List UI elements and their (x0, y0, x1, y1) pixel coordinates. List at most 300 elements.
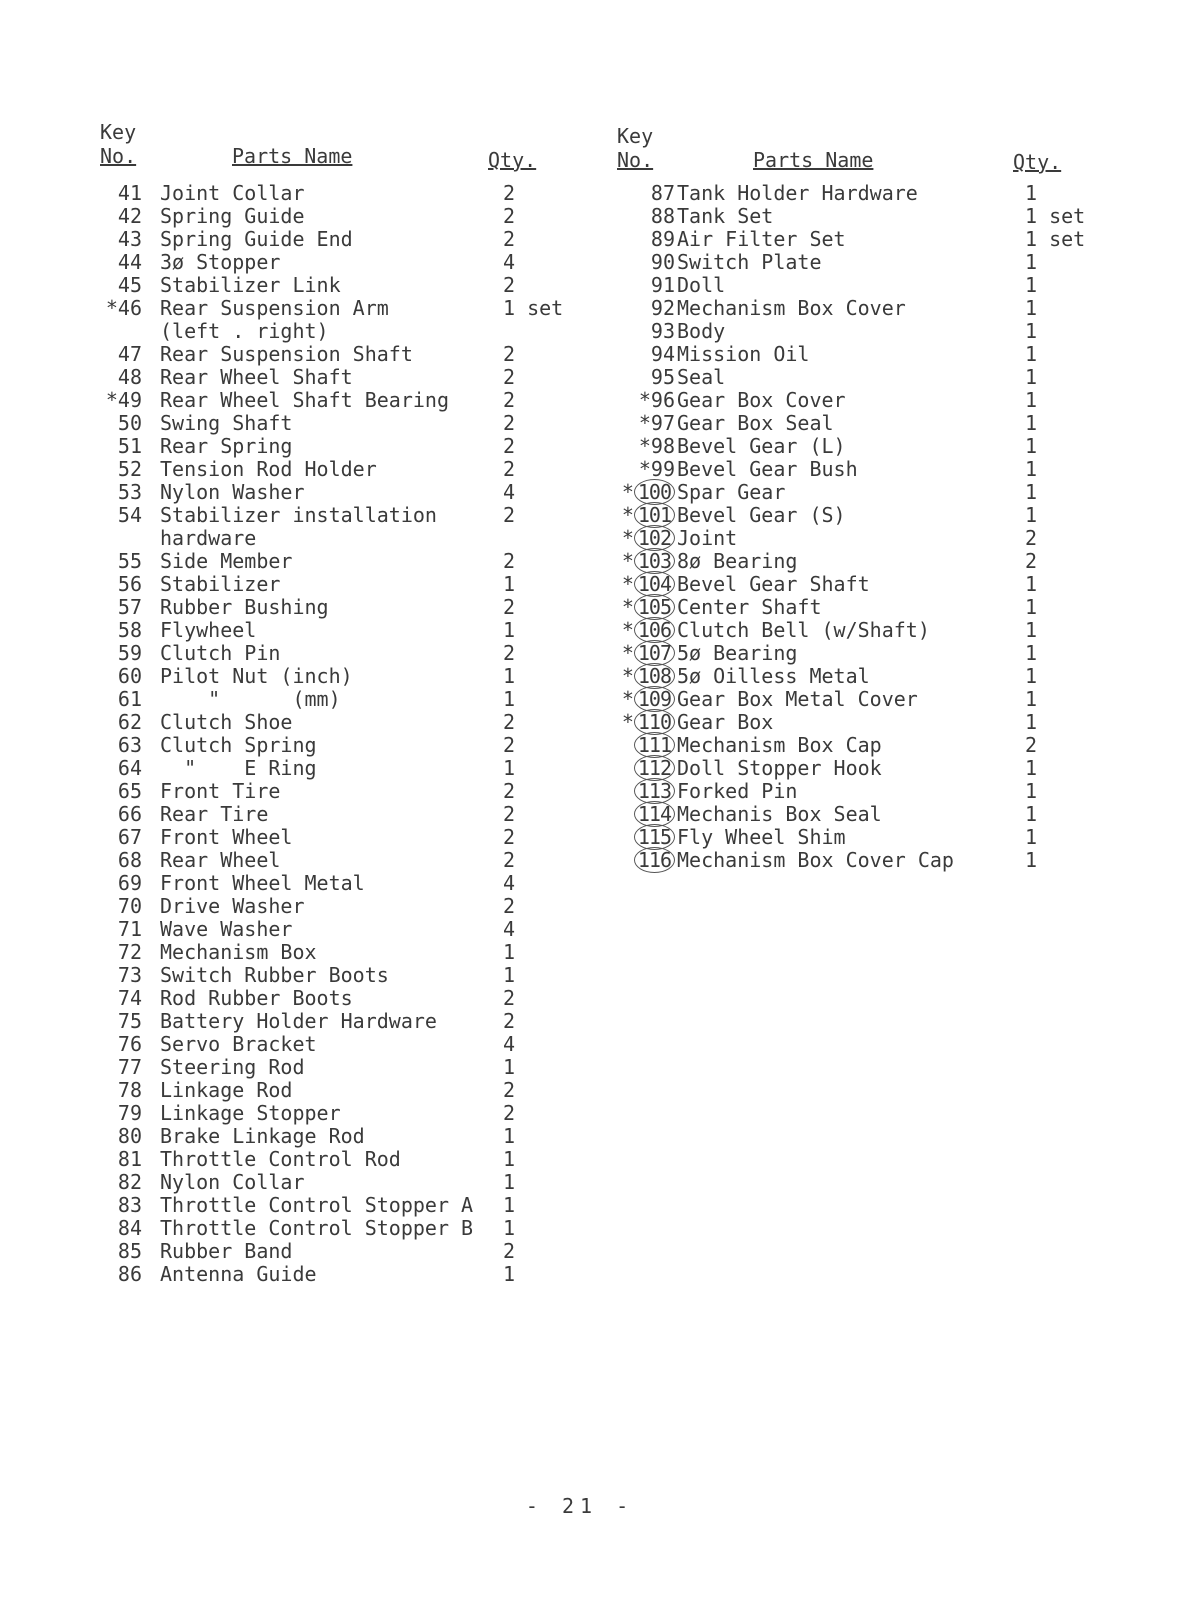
part-name: Brake Linkage Rod (160, 1124, 365, 1148)
part-row (80, 780, 600, 803)
part-row (605, 481, 1125, 504)
part-key-no: 90 (650, 250, 675, 274)
part-key-no: 95 (650, 365, 675, 389)
part-name: Tank Set (677, 204, 774, 228)
part-row (80, 1171, 600, 1194)
part-key-circled: 104 (634, 571, 675, 597)
part-name: Switch Plate (677, 250, 822, 274)
part-row (605, 251, 1125, 274)
part-qty: 1 (1025, 319, 1038, 343)
part-qty: 1 (503, 1055, 516, 1079)
part-key-no: 72 (117, 940, 142, 964)
part-name: Front Wheel (160, 825, 293, 849)
part-key-circled: 109 (634, 686, 675, 712)
part-name: Clutch Bell (w/Shaft) (677, 618, 930, 642)
part-row (605, 228, 1125, 251)
part-key-no (605, 780, 675, 803)
part-name: Rear Wheel Shaft Bearing (160, 388, 449, 412)
part-key-no: 41 (117, 181, 142, 205)
part-name: 3ø Stopper (160, 250, 281, 274)
part-row (80, 1010, 600, 1033)
part-row (605, 297, 1125, 320)
part-key-star: * (621, 572, 634, 596)
part-name: Mechanism Box Cover Cap (677, 848, 954, 872)
part-row (80, 1240, 600, 1263)
part-row (605, 711, 1125, 734)
part-key-circled: 105 (634, 594, 675, 620)
part-name: Bevel Gear (S) (677, 503, 846, 527)
part-name: Mission Oil (677, 342, 810, 366)
part-key-no: *96 (638, 388, 675, 412)
part-qty: 1 set (1025, 204, 1086, 228)
part-name: Rear Wheel (160, 848, 281, 872)
part-row (80, 1194, 600, 1217)
part-key-no: 65 (117, 779, 142, 803)
part-key-no: 57 (117, 595, 142, 619)
part-qty: 1 (1025, 664, 1038, 688)
part-key-circled: 114 (634, 801, 675, 827)
part-qty: 1 (1025, 802, 1038, 826)
part-name: hardware (160, 526, 257, 550)
part-name: (left . right) (160, 319, 329, 343)
part-row (80, 688, 600, 711)
parts-name-header: Parts Name (232, 144, 353, 168)
part-key-star: * (621, 503, 634, 527)
part-row (80, 550, 600, 573)
part-row (80, 297, 600, 320)
part-name: Throttle Control Rod (160, 1147, 401, 1171)
part-name: Joint Collar (160, 181, 305, 205)
part-key-no: 86 (117, 1262, 142, 1286)
part-key-no: 47 (117, 342, 142, 366)
part-row (605, 435, 1125, 458)
part-key-no: 64 (117, 756, 142, 780)
part-row (80, 527, 600, 550)
part-key-no: 53 (117, 480, 142, 504)
part-key-circled: 100 (634, 479, 675, 505)
part-row (80, 343, 600, 366)
qty-header: Qty. (488, 148, 537, 172)
part-row (80, 757, 600, 780)
part-qty: 1 (1025, 503, 1038, 527)
part-row (80, 504, 600, 527)
part-name: Clutch Spring (160, 733, 317, 757)
part-name: Front Tire (160, 779, 281, 803)
part-key-no: 66 (117, 802, 142, 826)
part-name: Nylon Collar (160, 1170, 305, 1194)
part-name: Doll (677, 273, 726, 297)
part-key-no: 88 (650, 204, 675, 228)
part-qty: 2 (503, 503, 516, 527)
part-qty: 1 (1025, 618, 1038, 642)
part-key-no: *97 (638, 411, 675, 435)
page-number: - 21 - (525, 1494, 635, 1518)
part-name: Seal (677, 365, 726, 389)
part-qty: 1 (503, 1262, 516, 1286)
part-row (605, 734, 1125, 757)
part-qty: 1 (1025, 296, 1038, 320)
part-key-no: 70 (117, 894, 142, 918)
left-column-header (80, 120, 600, 182)
part-name: Gear Box Cover (677, 388, 846, 412)
part-qty: 1 (503, 756, 516, 780)
part-row (605, 688, 1125, 711)
part-key-no (605, 826, 675, 849)
part-name: Air Filter Set (677, 227, 846, 251)
part-row (80, 918, 600, 941)
part-qty: 1 (1025, 779, 1038, 803)
part-row (605, 458, 1125, 481)
part-key-star: * (621, 664, 634, 688)
part-name: Spring Guide End (160, 227, 353, 251)
part-key-circled: 103 (634, 548, 675, 574)
part-row (605, 366, 1125, 389)
part-key-no: 75 (117, 1009, 142, 1033)
part-name: Rear Wheel Shaft (160, 365, 353, 389)
part-qty: 2 (503, 457, 516, 481)
part-name: Drive Washer (160, 894, 305, 918)
part-name: Swing Shaft (160, 411, 293, 435)
part-name: Steering Rod (160, 1055, 305, 1079)
part-qty: 1 (1025, 641, 1038, 665)
part-name: Switch Rubber Boots (160, 963, 389, 987)
part-row (80, 481, 600, 504)
part-key-no: 84 (117, 1216, 142, 1240)
left-parts-column (80, 120, 600, 1286)
part-row (605, 826, 1125, 849)
part-row (605, 757, 1125, 780)
part-name: Servo Bracket (160, 1032, 317, 1056)
part-key-no: 45 (117, 273, 142, 297)
part-key-star: * (621, 526, 634, 550)
part-row (80, 1125, 600, 1148)
part-row (80, 228, 600, 251)
part-qty: 2 (503, 227, 516, 251)
part-key-no (605, 527, 675, 550)
part-key-circled: 108 (634, 663, 675, 689)
part-name: Stabilizer Link (160, 273, 341, 297)
part-row (80, 1148, 600, 1171)
part-key-star: * (621, 480, 634, 504)
part-qty: 1 (1025, 756, 1038, 780)
part-qty: 1 (1025, 273, 1038, 297)
part-key-no: 94 (650, 342, 675, 366)
part-key-no: 80 (117, 1124, 142, 1148)
part-key-no: 63 (117, 733, 142, 757)
part-qty: 2 (503, 595, 516, 619)
part-row (80, 987, 600, 1010)
part-name: 8ø Bearing (677, 549, 798, 573)
part-key-no (605, 481, 675, 504)
part-qty: 1 (503, 963, 516, 987)
parts-name-header: Parts Name (753, 148, 874, 172)
part-qty: 2 (503, 641, 516, 665)
part-key-no: 42 (117, 204, 142, 228)
part-qty: 1 (1025, 687, 1038, 711)
part-qty: 1 (503, 664, 516, 688)
part-row (80, 366, 600, 389)
right-column-header (605, 120, 1125, 182)
part-name: Gear Box Seal (677, 411, 834, 435)
part-key-circled: 111 (634, 732, 675, 758)
part-qty: 1 (1025, 365, 1038, 389)
part-name: Stabilizer (160, 572, 281, 596)
part-row (80, 596, 600, 619)
part-name: Bevel Gear Bush (677, 457, 858, 481)
part-name: Flywheel (160, 618, 257, 642)
part-name: Mechanism Box (160, 940, 317, 964)
part-row (80, 320, 600, 343)
part-qty: 1 (1025, 572, 1038, 596)
part-qty: 2 (503, 986, 516, 1010)
part-name: " E Ring (160, 756, 317, 780)
part-name: Tension Rod Holder (160, 457, 377, 481)
part-row (605, 780, 1125, 803)
part-qty: 2 (1025, 549, 1038, 573)
part-row (80, 619, 600, 642)
part-row (80, 1263, 600, 1286)
part-key-no (605, 642, 675, 665)
part-row (80, 251, 600, 274)
part-row (80, 642, 600, 665)
part-name: Pilot Nut (inch) (160, 664, 353, 688)
part-qty: 4 (503, 1032, 516, 1056)
part-qty: 1 (503, 1170, 516, 1194)
part-qty: 4 (503, 871, 516, 895)
part-key-no: 58 (117, 618, 142, 642)
part-qty: 2 (503, 181, 516, 205)
part-key-no: 85 (117, 1239, 142, 1263)
part-qty: 1 (503, 940, 516, 964)
part-key-no: *98 (638, 434, 675, 458)
part-row (605, 550, 1125, 573)
part-key-no: 91 (650, 273, 675, 297)
part-key-no: 62 (117, 710, 142, 734)
part-key-star: * (621, 687, 634, 711)
part-name: Clutch Pin (160, 641, 281, 665)
part-key-no (605, 665, 675, 688)
part-qty: 1 (1025, 434, 1038, 458)
right-parts-list (605, 182, 1125, 872)
part-row (80, 895, 600, 918)
part-qty: 1 (503, 1216, 516, 1240)
part-qty: 2 (503, 434, 516, 458)
part-name: Side Member (160, 549, 293, 573)
part-qty: 1 (1025, 411, 1038, 435)
part-qty: 2 (503, 1009, 516, 1033)
part-key-no: 78 (117, 1078, 142, 1102)
part-qty: 1 (1025, 595, 1038, 619)
part-name: Rear Suspension Shaft (160, 342, 413, 366)
key-no-label: No. (100, 144, 137, 168)
part-row (80, 573, 600, 596)
part-qty: 1 (503, 1124, 516, 1148)
part-qty: 1 (503, 687, 516, 711)
part-row (80, 1056, 600, 1079)
part-name: Nylon Washer (160, 480, 305, 504)
part-row (605, 320, 1125, 343)
part-name: 5ø Bearing (677, 641, 798, 665)
part-key-circled: 112 (634, 755, 675, 781)
part-key-star: * (621, 641, 634, 665)
part-name: Rubber Band (160, 1239, 293, 1263)
part-row (605, 274, 1125, 297)
part-row (80, 1217, 600, 1240)
part-name: Rear Spring (160, 434, 293, 458)
part-row (80, 734, 600, 757)
part-row (80, 274, 600, 297)
part-qty: 1 (1025, 388, 1038, 412)
part-key-no: 52 (117, 457, 142, 481)
part-row (80, 182, 600, 205)
part-key-no: 81 (117, 1147, 142, 1171)
part-key-no (605, 504, 675, 527)
part-qty: 2 (503, 802, 516, 826)
part-name: Bevel Gear Shaft (677, 572, 870, 596)
part-qty: 1 set (503, 296, 564, 320)
part-key-no (605, 849, 675, 872)
part-key-no: 71 (117, 917, 142, 941)
part-qty: 2 (1025, 733, 1038, 757)
part-row (605, 803, 1125, 826)
key-label: Key (617, 124, 654, 148)
right-parts-column (605, 120, 1125, 872)
part-name: Gear Box Metal Cover (677, 687, 918, 711)
part-key-no: 44 (117, 250, 142, 274)
part-row (80, 803, 600, 826)
part-qty: 2 (503, 848, 516, 872)
part-name: Joint (677, 526, 738, 550)
part-name: Mechanis Box Seal (677, 802, 882, 826)
part-name: Tank Holder Hardware (677, 181, 918, 205)
part-key-no: 67 (117, 825, 142, 849)
part-key-no: *46 (105, 296, 142, 320)
part-key-no: 92 (650, 296, 675, 320)
part-qty: 2 (503, 1101, 516, 1125)
part-qty: 2 (503, 825, 516, 849)
part-key-no: 69 (117, 871, 142, 895)
part-row (605, 389, 1125, 412)
part-key-circled: 110 (634, 709, 675, 735)
part-key-no: *99 (638, 457, 675, 481)
part-qty: 4 (503, 250, 516, 274)
key-no-label: No. (617, 148, 654, 172)
part-key-no: 74 (117, 986, 142, 1010)
part-key-star: * (621, 549, 634, 573)
part-qty: 1 (503, 572, 516, 596)
part-name: Fly Wheel Shim (677, 825, 846, 849)
part-key-no: 56 (117, 572, 142, 596)
part-row (80, 849, 600, 872)
part-key-no (605, 757, 675, 780)
part-key-no (605, 734, 675, 757)
part-key-no (605, 688, 675, 711)
part-row (80, 711, 600, 734)
part-key-no: 43 (117, 227, 142, 251)
part-name: Antenna Guide (160, 1262, 317, 1286)
part-key-star: * (621, 618, 634, 642)
part-key-circled: 115 (634, 824, 675, 850)
part-key-no: 68 (117, 848, 142, 872)
part-key-no: 61 (117, 687, 142, 711)
part-name: Wave Washer (160, 917, 293, 941)
part-key-star: * (621, 595, 634, 619)
part-row (605, 665, 1125, 688)
part-name: Battery Holder Hardware (160, 1009, 437, 1033)
part-qty: 2 (503, 273, 516, 297)
part-qty: 1 (1025, 181, 1038, 205)
part-qty: 1 (1025, 825, 1038, 849)
left-parts-list (80, 182, 600, 1286)
part-key-no: 51 (117, 434, 142, 458)
part-qty: 1 (1025, 342, 1038, 366)
part-key-no: 76 (117, 1032, 142, 1056)
part-key-no: 77 (117, 1055, 142, 1079)
part-row (605, 527, 1125, 550)
part-qty: 2 (503, 204, 516, 228)
part-row (80, 964, 600, 987)
part-row (80, 458, 600, 481)
part-row (80, 1102, 600, 1125)
part-qty: 1 set (1025, 227, 1086, 251)
part-qty: 1 (1025, 848, 1038, 872)
part-qty: 2 (1025, 526, 1038, 550)
part-name: " (mm) (160, 687, 341, 711)
part-qty: 1 (1025, 480, 1038, 504)
part-row (605, 504, 1125, 527)
part-key-no (605, 550, 675, 573)
part-qty: 1 (503, 1193, 516, 1217)
part-row (605, 642, 1125, 665)
part-name: Front Wheel Metal (160, 871, 365, 895)
part-key-no (605, 711, 675, 734)
part-key-circled: 102 (634, 525, 675, 551)
part-row (605, 343, 1125, 366)
part-qty: 1 (1025, 457, 1038, 481)
part-key-no: 79 (117, 1101, 142, 1125)
part-qty: 2 (503, 411, 516, 435)
part-row (80, 826, 600, 849)
part-key-no: 48 (117, 365, 142, 389)
part-name: Clutch Shoe (160, 710, 293, 734)
part-name: Rubber Bushing (160, 595, 329, 619)
part-key-no (605, 803, 675, 826)
part-key-no (605, 619, 675, 642)
part-qty: 2 (503, 365, 516, 389)
part-name: Mechanism Box Cover (677, 296, 906, 320)
part-row (605, 412, 1125, 435)
part-row (80, 205, 600, 228)
part-key-circled: 107 (634, 640, 675, 666)
part-name: Gear Box (677, 710, 774, 734)
part-row (605, 849, 1125, 872)
part-name: Throttle Control Stopper B (160, 1216, 474, 1240)
part-key-no (605, 573, 675, 596)
qty-header: Qty. (1013, 150, 1062, 174)
part-key-no (605, 596, 675, 619)
part-key-no: 59 (117, 641, 142, 665)
part-name: Center Shaft (677, 595, 822, 619)
part-row (80, 1033, 600, 1056)
part-qty: 2 (503, 1078, 516, 1102)
part-qty: 2 (503, 894, 516, 918)
part-row (80, 872, 600, 895)
part-name: Spar Gear (677, 480, 786, 504)
part-name: Linkage Stopper (160, 1101, 341, 1125)
part-key-star: * (621, 710, 634, 734)
part-qty: 2 (503, 549, 516, 573)
part-row (605, 619, 1125, 642)
